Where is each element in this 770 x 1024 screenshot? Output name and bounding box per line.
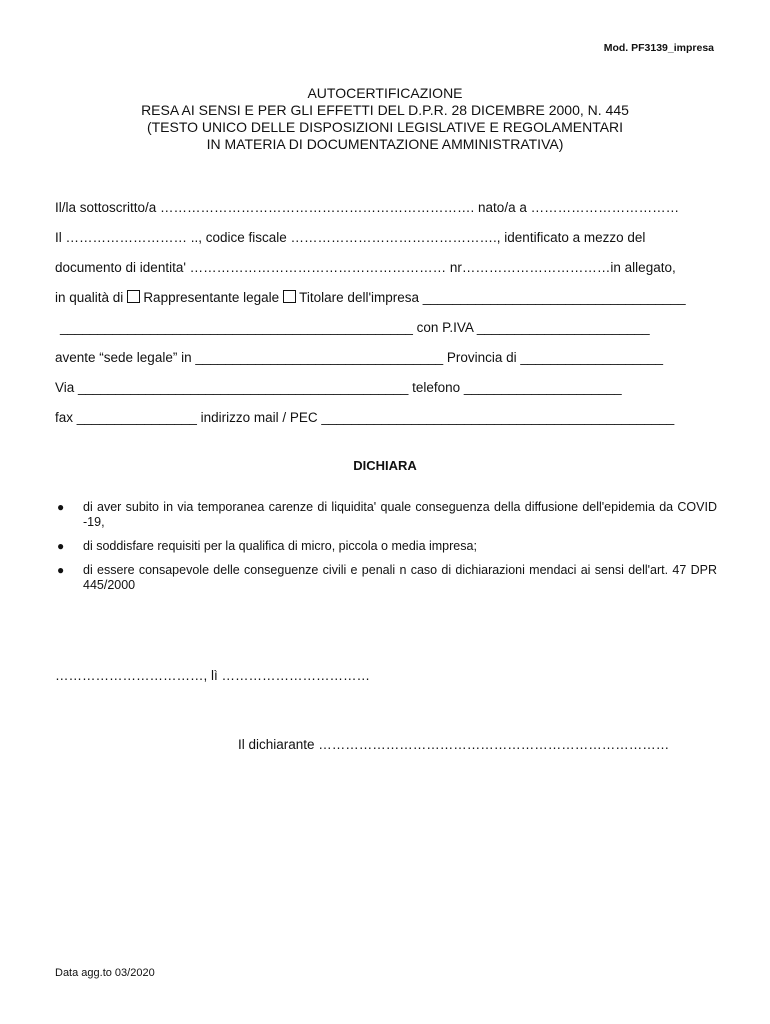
bullet-icon: ● — [57, 539, 65, 553]
title-line: IN MATERIA DI DOCUMENTAZIONE AMMINISTRATIVA) — [206, 136, 564, 152]
qualita-label: in qualità di — [55, 290, 124, 305]
title-line: AUTOCERTIFICAZIONE — [307, 85, 463, 101]
list-item: ● di soddisfare requisiti per la qualifica di micro, piccola o media impresa; — [57, 539, 477, 553]
document-title — [0, 85, 770, 153]
title-line: RESA AI SENSI E PER GLI EFFETTI DEL D.P.R. 28 DICEMBRE 2000, N. 445 — [141, 102, 629, 118]
dichiara-heading: DICHIARA — [353, 458, 417, 473]
place-date-field[interactable]: ……………………………, lì …………………………… — [55, 668, 371, 683]
titolare-label[interactable]: Titolare dell'impresa ___________________________________ — [299, 290, 686, 305]
signature-field[interactable]: Il dichiarante …………………………………………………………………… — [238, 737, 670, 752]
field-sede-legale[interactable]: avente “sede legale” in _________________________________ Provincia di ___________________ — [55, 350, 664, 365]
form-code: Mod. PF3139_impresa — [603, 42, 714, 54]
bullet-icon: ● — [57, 563, 65, 577]
title-line: (TESTO UNICO DELLE DISPOSIZIONI LEGISLATIVE E REGOLAMENTARI — [146, 119, 624, 135]
field-sottoscritto[interactable]: Il/la sottoscritto/a ……………………………………………………………. nato/a a …………………………… — [55, 200, 680, 215]
update-date: Data agg.to 03/2020 — [55, 967, 155, 979]
dichiara-list — [55, 500, 717, 602]
bullet-icon: ● — [57, 500, 65, 514]
field-documento-identita[interactable]: documento di identita' ………………………………………………… nr……………………………in allegato, — [55, 260, 676, 275]
rappresentante-label: Rappresentante legale — [143, 290, 280, 305]
field-qualita — [55, 290, 686, 305]
field-piva[interactable]: _______________________________________________ con P.IVA _______________________ — [60, 320, 650, 335]
rappresentante-checkbox[interactable] — [127, 290, 140, 303]
field-via-telefono[interactable]: Via ____________________________________________ telefono _____________________ — [55, 380, 622, 395]
titolare-checkbox[interactable] — [283, 290, 296, 303]
field-codice-fiscale[interactable]: Il ……………………… .., codice fiscale ………………………………………., identificato a mezzo del — [55, 230, 646, 245]
list-item: ● di aver subito in via temporanea carenze di liquidita' quale conseguenza della diffusione dell'epidemia da COVID -19, — [57, 500, 717, 529]
list-item: ● di essere consapevole delle conseguenze civili e penali n caso di dichiarazioni mendaci ai sensi dell'art. 47 DPR 445/2000 — [57, 563, 717, 592]
field-fax-pec[interactable]: fax ________________ indirizzo mail / PEC _______________________________________________ — [55, 410, 675, 425]
